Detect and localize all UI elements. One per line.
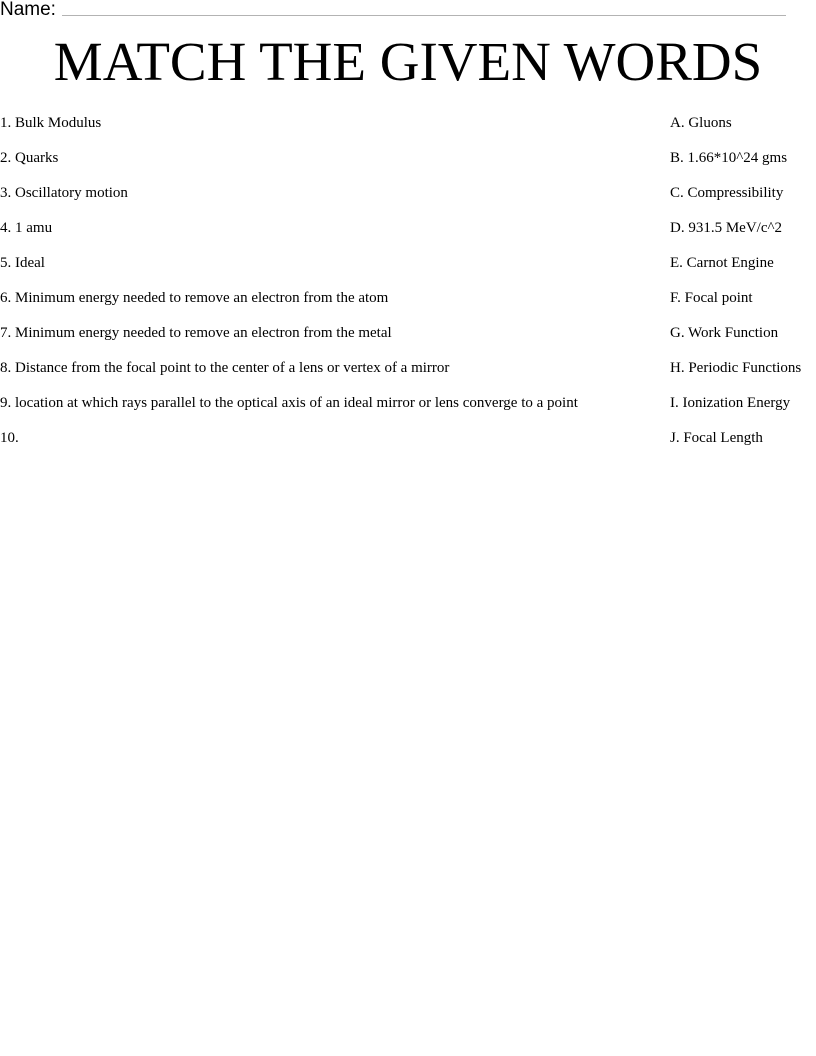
answer-item: D. 931.5 MeV/c^2 — [670, 220, 783, 236]
question-item: 10. — [0, 430, 19, 446]
question-item: 1. Bulk Modulus — [0, 115, 102, 131]
answer-item: C. Compressibility — [670, 185, 784, 201]
name-field-row — [0, 0, 800, 22]
question-item: 5. Ideal — [0, 255, 45, 271]
name-label: Name: — [0, 0, 56, 20]
answer-item: E. Carnot Engine — [670, 255, 774, 271]
answer-item: B. 1.66*10^24 gms — [670, 150, 788, 166]
question-item: 4. 1 amu — [0, 220, 53, 236]
answer-item: F. Focal point — [670, 290, 753, 306]
question-item: 9. location at which rays parallel to the optical axis of an ideal mirror or lens converge to a point — [0, 395, 578, 411]
page-title: MATCH THE GIVEN WORDS — [53, 31, 763, 92]
questions-list — [0, 112, 650, 462]
answer-item: G. Work Function — [670, 325, 779, 341]
question-item: 7. Minimum energy needed to remove an electron from the metal — [0, 325, 392, 341]
question-item: 6. Minimum energy needed to remove an electron from the atom — [0, 290, 389, 306]
question-item: 2. Quarks — [0, 150, 59, 166]
question-item: 8. Distance from the focal point to the center of a lens or vertex of a mirror — [0, 360, 450, 376]
answer-item: A. Gluons — [670, 115, 732, 131]
answer-item: H. Periodic Functions — [670, 360, 802, 376]
question-item: 3. Oscillatory motion — [0, 185, 128, 201]
name-blank-line[interactable] — [62, 15, 786, 16]
answers-list — [670, 112, 816, 462]
answer-item: J. Focal Length — [670, 430, 763, 446]
answer-item: I. Ionization Energy — [670, 395, 791, 411]
